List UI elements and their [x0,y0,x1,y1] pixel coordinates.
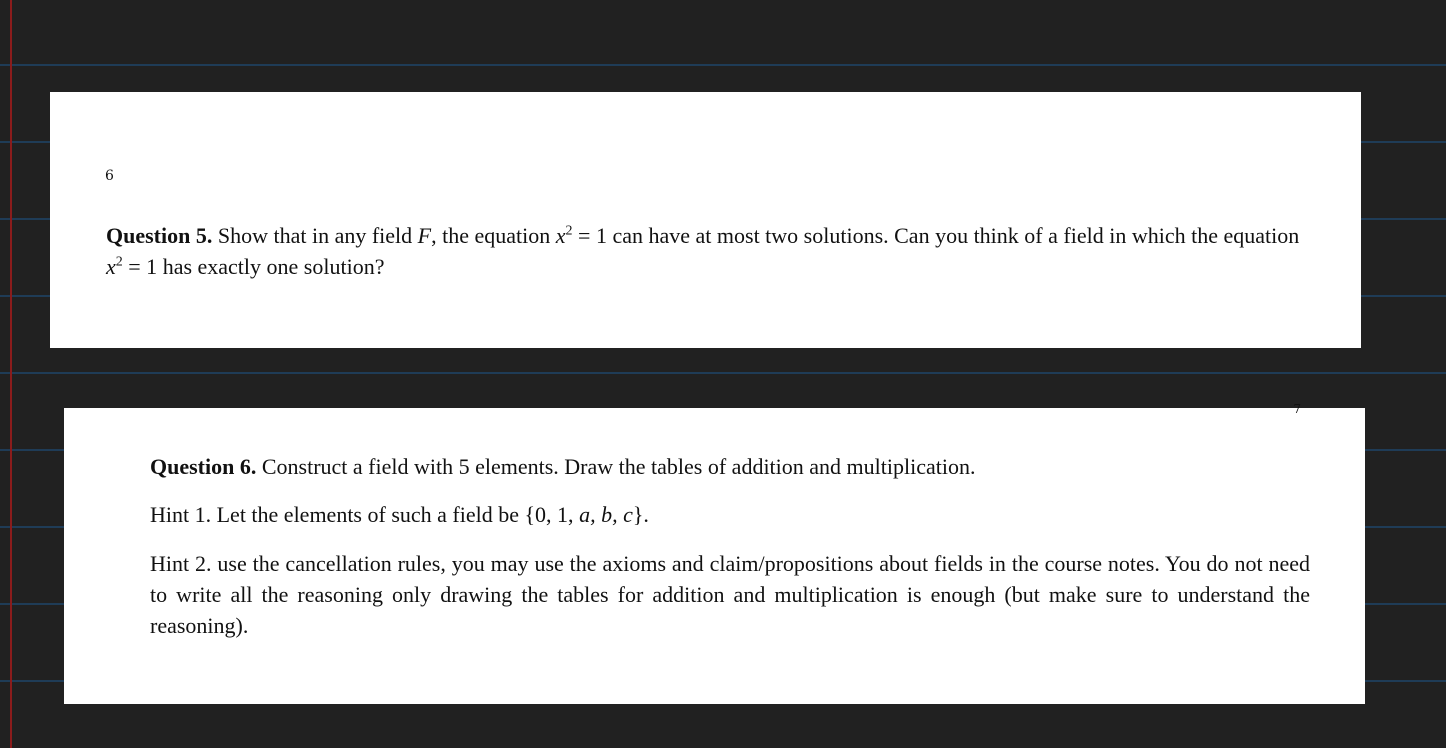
math-var-x: x [555,223,566,248]
hint-1-text: Hint 1. Let the elements of such a field be [150,502,525,527]
document-page-6 [50,92,1361,348]
question-6-label: Question 6. [150,454,257,479]
question-5-text: has exactly one solution? [157,254,385,279]
math-var-F: F [417,223,432,248]
math-set-close: } [632,502,644,527]
page-number: 6 [105,168,114,184]
question-5-text: , the equation [431,223,556,248]
math-exponent: 2 [565,223,573,239]
hint-1 [150,499,1310,530]
question-6-text: Construct a field with 5 elements. Draw the tables of addition and multiplication. [256,454,976,479]
document-page-7 [64,402,1365,704]
hint-2: Hint 2. use the cancellation rules, you may use the axioms and claim/propositions about fields in the course notes. You do not need to write all the reasoning only drawing the tables for addition and multiplication is enough (but make sure to understand the reasoning). [150,551,1310,638]
notebook-margin-line [10,0,12,748]
math-equation-rest: = 1 [122,254,158,279]
question-5-text: can have at most two solutions. Can you think of a field in which the equation [606,223,1300,248]
page-number: 7 [1293,402,1301,416]
question-5-label: Question 5. [106,223,213,248]
question-6 [150,451,1310,482]
math-exponent: 2 [115,254,123,270]
math-equation-rest: = 1 [572,223,607,248]
math-set-vars: a, b, c [579,502,633,527]
hint-1-end: . [643,502,649,527]
question-5-text: Show that in any field [212,223,418,248]
question-5 [106,220,1316,282]
math-var-x: x [106,254,116,279]
math-set-open: {0, 1, [524,502,580,527]
